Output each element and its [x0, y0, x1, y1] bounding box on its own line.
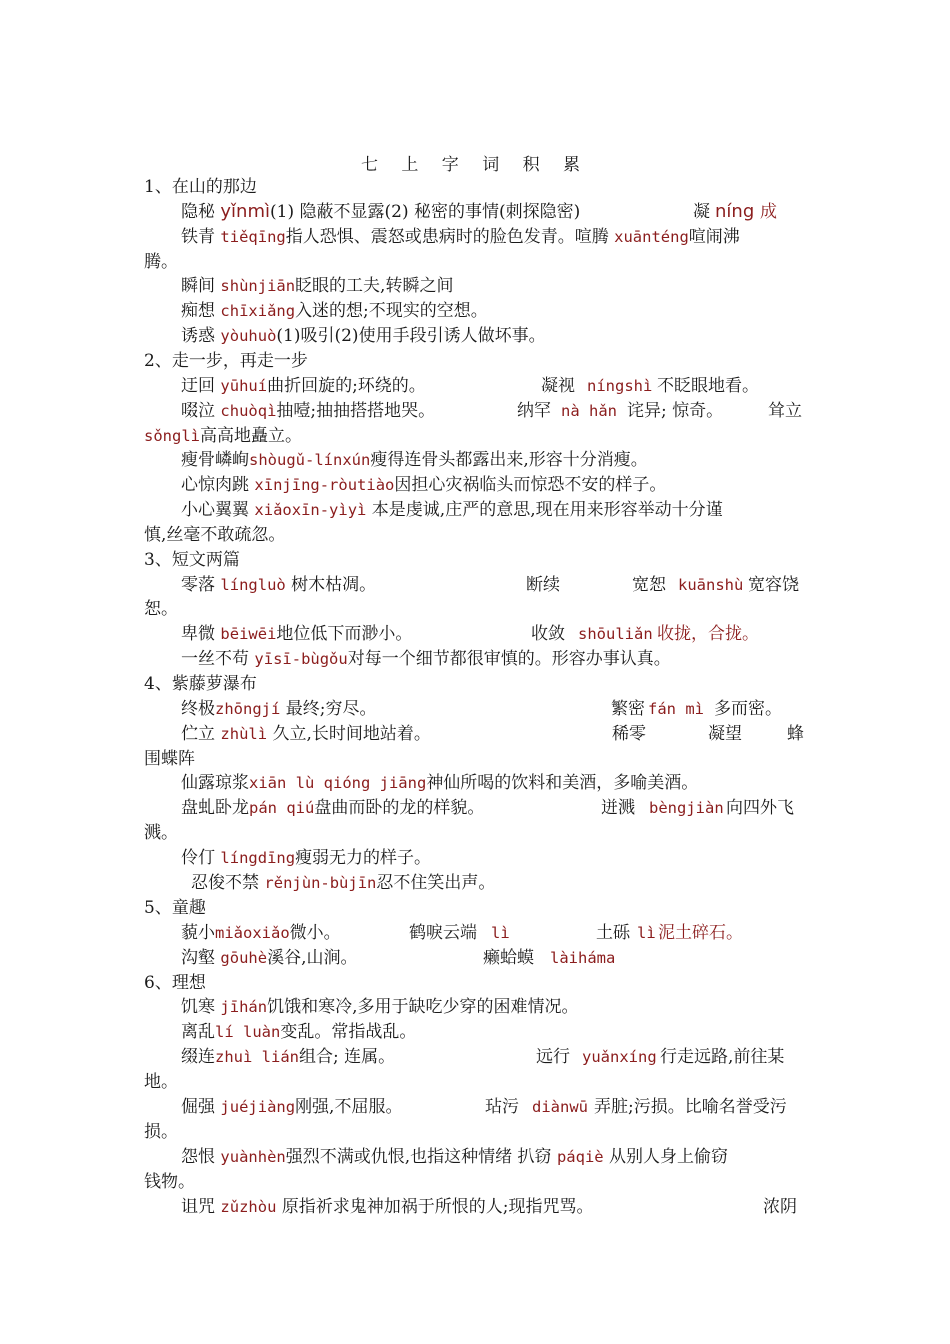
entry-definition: 饥饿和寒冷,多用于缺吃少穿的困难情况。: [267, 997, 579, 1017]
entry-pinyin: shōuliǎn: [578, 625, 653, 643]
entry-word: 宽恕: [632, 575, 666, 595]
entry-line: [181, 274, 808, 298]
entry-line: [181, 946, 808, 970]
entry-pinyin: kuānshù: [678, 576, 744, 594]
entry-pinyin: bēiwēi: [220, 625, 277, 643]
entry-line: [181, 846, 808, 870]
entry-word: 怨恨: [181, 1147, 215, 1167]
entry-definition: 曲折回旋的;环绕的。: [267, 376, 426, 396]
entry-word: 瞬间: [181, 276, 215, 296]
entry-definition: 变乱。常指战乱。: [280, 1022, 417, 1042]
entry-line: [181, 573, 808, 597]
entry-definition: 神仙所喝的饮料和美酒，多喻美酒。: [426, 773, 699, 793]
entry-definition: 从别人身上偷窃: [609, 1147, 729, 1167]
entry-definition: 盘曲而卧的龙的样貌。: [314, 798, 485, 818]
entry-definition: 原指祈求鬼神加祸于所恨的人;现指咒骂。: [281, 1197, 594, 1217]
entry-pinyin: xiān lù qióng jiāng: [249, 774, 427, 792]
entry-definition: 溪谷,山涧。: [267, 948, 358, 968]
entry-word: 断续: [526, 575, 560, 595]
section-heading-3: 3、短文两篇: [144, 550, 240, 570]
entry-pinyin: sǒnglì: [144, 427, 200, 445]
entry-definition: 行走远路,前往某: [660, 1047, 785, 1067]
entry-pinyin: diànwū: [532, 1098, 588, 1116]
entry-word: 心惊肉跳: [181, 475, 249, 495]
entry-line: [181, 771, 808, 795]
entry-continuation: 围蝶阵: [144, 749, 195, 769]
entry-line: [181, 399, 808, 423]
entry-word: 离乱: [181, 1022, 215, 1042]
entry-pinyin: shòugǔ-línxún: [249, 451, 371, 469]
entry-line: [181, 498, 808, 522]
entry-definition: 因担心灾祸临头而惊恐不安的样子。: [394, 475, 667, 495]
entry-word: 终极: [181, 699, 215, 719]
entry-continuation: 钱物。: [144, 1172, 195, 1192]
entry-word: 玷污: [485, 1097, 519, 1117]
entry-line: [181, 324, 808, 348]
section-heading-1: 1、在山的那边: [144, 177, 257, 197]
entry-definition: 向四外飞: [726, 798, 794, 818]
entry-pinyin: yuǎnxíng: [582, 1048, 657, 1066]
entry-word: 小心翼翼: [181, 500, 249, 520]
entry-pinyin: pán qiú: [249, 799, 315, 817]
entry-pinyin: xīnjīng-ròutiào: [254, 476, 395, 494]
entry-word: 鹤唳云端: [409, 923, 477, 943]
entry-line: [181, 697, 808, 721]
entry-definition: 瘦弱无力的样子。: [295, 848, 432, 868]
entry-word: 伫立: [181, 724, 215, 744]
entry-word: 收敛: [531, 624, 565, 644]
entry-line: [181, 722, 808, 746]
entry-line: [181, 1145, 808, 1169]
entry-word: 远行: [536, 1047, 570, 1067]
entry-definition: 刚强,不屈服。: [295, 1097, 403, 1117]
entry-definition: 微小。: [289, 923, 341, 943]
entry-pinyin: chuòqì: [220, 402, 277, 420]
entry-pinyin: zhōngjí: [215, 700, 281, 718]
entry-pinyin: yuànhèn: [220, 1148, 286, 1166]
entry-definition: 强烈不满或仇恨,也指这种情绪: [285, 1147, 513, 1167]
entry-word: 土砾: [596, 923, 630, 943]
entry-word: 瘦骨嶙峋: [181, 450, 249, 470]
entry-pinyin: xiǎoxīn-yìyì: [254, 501, 367, 519]
entry-line: [181, 1020, 808, 1044]
entry-definition: 喧闹沸: [688, 227, 740, 247]
entry-pinyin: xuānténg: [614, 228, 689, 246]
entry-definition: 多而密。: [714, 699, 782, 719]
entry-definition: 忍不住笑出声。: [376, 873, 496, 893]
entry-definition: 弄脏;污损。比喻名誉受污: [594, 1097, 787, 1117]
entry-word: 迂回: [181, 376, 215, 396]
entry-line: [181, 225, 808, 249]
entry-definition: 本是虔诚,庄严的意思,现在用来形容举动十分谨: [371, 500, 723, 520]
entry-definition: (1)吸引(2)使用手段引诱人做坏事。: [276, 326, 546, 346]
entry-pinyin: yūhuí: [220, 377, 268, 395]
entry-word: 痴想: [181, 301, 215, 321]
entry-pinyin: nà hǎn: [561, 402, 617, 420]
section-heading-6: 6、理想: [144, 973, 206, 993]
entry-line: [181, 1095, 808, 1119]
entry-word: 沟壑: [181, 948, 215, 968]
entry-continuation: 地。: [144, 1072, 178, 1092]
entry-line: [181, 448, 808, 472]
entry-pinyin: zhùlì: [220, 725, 268, 743]
entry-pinyin: chīxiǎng: [220, 302, 296, 320]
entry-word: 繁密: [611, 699, 645, 719]
entry-word: 忍俊不禁: [191, 873, 259, 893]
entry-pinyin: zhuì lián: [215, 1048, 299, 1066]
entry-pinyin: yòuhuò: [220, 327, 277, 345]
entry-pinyin: miǎoxiǎo: [215, 924, 290, 942]
entry-word: 铁青: [181, 227, 215, 247]
entry-word: 藐小: [181, 923, 215, 943]
entry-definition: 高高地矗立。: [200, 426, 302, 446]
entry-definition: 宽容饶: [748, 575, 799, 595]
entry-line: [181, 622, 808, 646]
entry-pinyin: shùnjiān: [220, 277, 296, 295]
entry-definition: 组合; 连属。: [299, 1047, 396, 1067]
entry-continuation: 溅。: [144, 823, 178, 843]
entry-line: [181, 299, 808, 323]
section-heading-4: 4、紫藤萝瀑布: [144, 674, 257, 694]
entry-word: 稀零: [612, 724, 646, 744]
entry-definition: 地位低下而渺小。: [276, 624, 413, 644]
entry-word: 仙露琼浆: [181, 773, 249, 793]
entry-pinyin: zǔzhòu: [220, 1198, 277, 1216]
entry-word: 诱惑: [181, 326, 215, 346]
entry-definition: 久立,长时间地站着。: [272, 724, 431, 744]
entry-word: 卑微: [181, 624, 215, 644]
entry-pinyin: làiháma: [550, 949, 616, 967]
entry-line: [181, 200, 808, 224]
entry-line: [181, 473, 808, 497]
entry-continuation: [144, 424, 808, 448]
entry-line: [181, 796, 808, 820]
entry-word: 癞蛤蟆: [483, 948, 534, 968]
entry-word: 耸立: [768, 401, 802, 421]
entry-pinyin: lí luàn: [215, 1023, 281, 1041]
entry-word: 扒窃: [517, 1147, 552, 1167]
entry-definition: 对每一个细节都很审慎的。形容办事认真。: [347, 649, 671, 669]
entry-definition: 诧异; 惊奇。: [627, 401, 724, 421]
entry-pinyin: bèngjiàn: [649, 799, 724, 817]
entry-word: 凝视: [541, 376, 575, 396]
entry-definition: 指人恐惧、震怒或患病时的脸色发青。喧腾: [285, 227, 609, 247]
entry-word: 一丝不苟: [181, 649, 249, 669]
entry-definition: 入迷的想;不现实的空想。: [295, 301, 488, 321]
entry-pinyin: língdīng: [220, 849, 296, 867]
entry-line: [191, 871, 808, 895]
entry-definition: 瘦得连骨头都露出来,形容十分消瘦。: [370, 450, 648, 470]
entry-word: 蜂: [787, 724, 804, 744]
section-heading-2: 2、走一步，再走一步: [144, 351, 308, 371]
entry-line: [181, 374, 808, 398]
entry-pinyin: páqiè: [556, 1148, 604, 1166]
entry-pinyin: juéjiàng: [220, 1098, 296, 1116]
entry-definition: 树木枯凋。: [291, 575, 377, 595]
entry-word: 隐秘: [181, 202, 215, 222]
entry-definition: 收拢，合拢。: [657, 624, 759, 644]
entry-word: 纳罕: [517, 401, 551, 421]
entry-line: [181, 647, 808, 671]
entry-pinyin: fán mì: [648, 700, 704, 718]
page-title: 七 上 字 词 积 累: [360, 155, 590, 175]
entry-pinyin: yǐnmì: [220, 201, 271, 222]
entry-pinyin: gōuhè: [220, 949, 268, 967]
entry-pinyin: jīhán: [220, 998, 268, 1016]
entry-pinyin: tiěqīng: [220, 228, 286, 246]
entry-continuation: 慎,丝毫不敢疏忽。: [144, 525, 286, 545]
entry-line: [181, 921, 808, 945]
entry-word: 凝望: [708, 724, 742, 744]
entry-line: [181, 1045, 808, 1069]
entry-word: 伶仃: [181, 848, 215, 868]
entry-pinyin: lì: [637, 924, 656, 942]
entry-definition: 不眨眼地看。: [657, 376, 759, 396]
entry-word: 迸溅: [601, 798, 635, 818]
entry-pinyin: níng: [715, 201, 755, 222]
entry-line: [181, 1195, 808, 1219]
entry-definition: 最终;穷尽。: [285, 699, 377, 719]
entry-word: 啜泣: [181, 401, 215, 421]
entry-pinyin: língluò: [220, 576, 286, 594]
entry-pinyin: yīsī-bùgǒu: [254, 650, 348, 668]
entry-word: 倔强: [181, 1097, 215, 1117]
entry-line: [181, 995, 808, 1019]
entry-word: 诅咒: [181, 1197, 215, 1217]
entry-pinyin: rěnjùn-bùjīn: [264, 874, 377, 892]
entry-definition: 眨眼的工夫,转瞬之间: [295, 276, 454, 296]
entry-continuation: 腾。: [144, 252, 178, 272]
entry-word: 零落: [181, 575, 215, 595]
entry-word: 凝: [693, 202, 710, 222]
section-heading-5: 5、童趣: [144, 898, 206, 918]
entry-word: 盘虬卧龙: [181, 798, 249, 818]
entry-word: 饥寒: [181, 997, 215, 1017]
entry-pinyin: níngshì: [587, 377, 653, 395]
entry-word: 成: [760, 202, 777, 222]
entry-definition: (1) 隐蔽不显露(2) 秘密的事情(刺探隐密): [270, 202, 581, 222]
entry-word: 浓阴: [763, 1197, 797, 1217]
entry-pinyin: lì: [491, 924, 510, 942]
entry-continuation: 恕。: [144, 599, 178, 619]
entry-continuation: 损。: [144, 1122, 178, 1142]
entry-definition: 抽噎;抽抽搭搭地哭。: [276, 401, 436, 421]
entry-definition: 泥土碎石。: [658, 923, 743, 943]
entry-word: 缀连: [181, 1047, 215, 1067]
